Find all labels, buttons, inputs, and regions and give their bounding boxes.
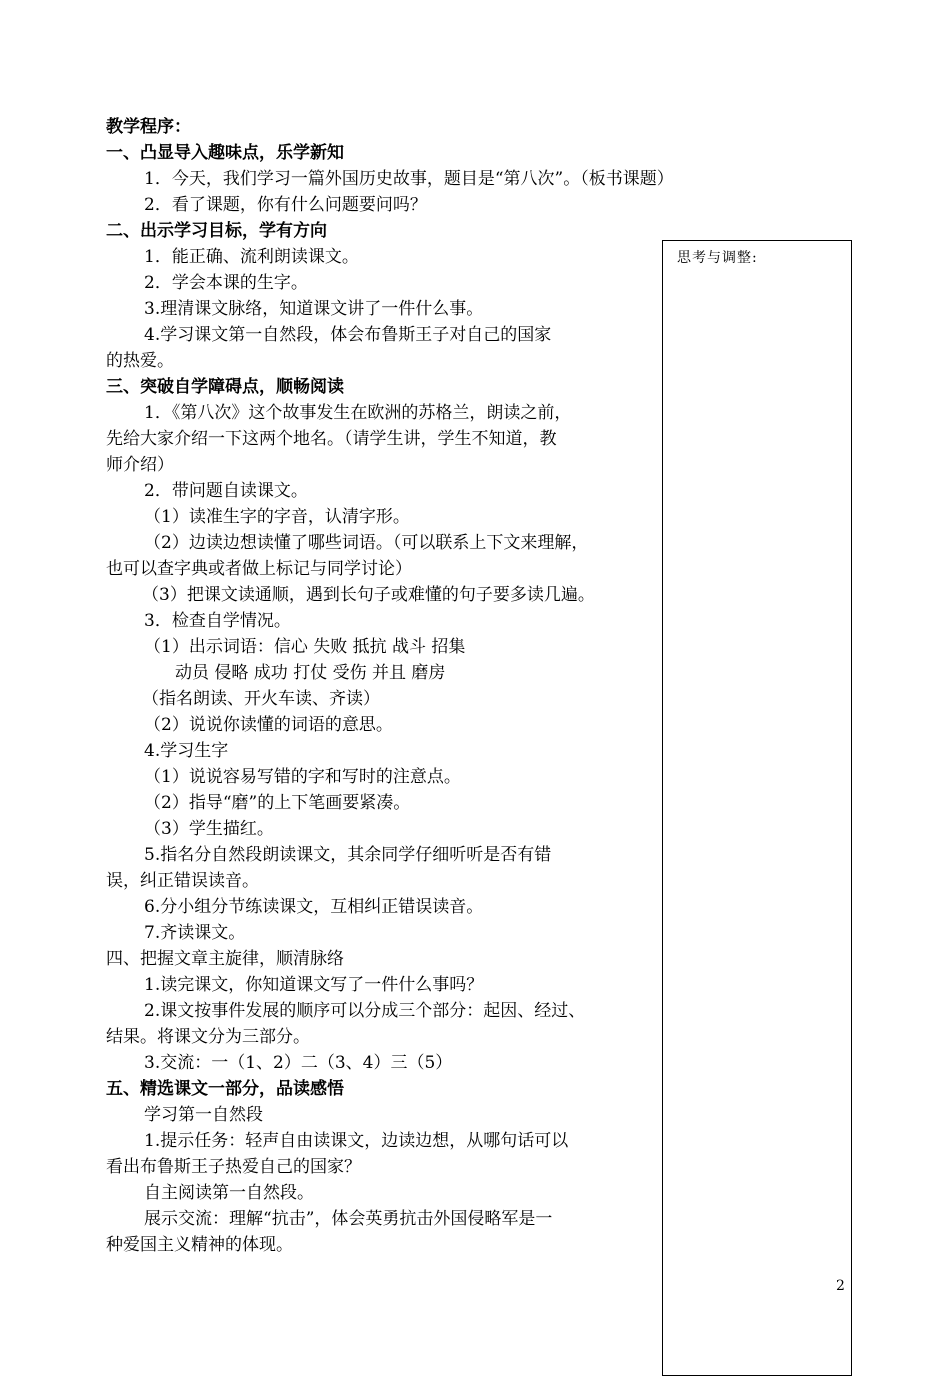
text-line: 1．《第八次》这个故事发生在欧洲的苏格兰，朗读之前，: [144, 403, 572, 423]
section-heading-2: 二、出示学习目标，学有方向: [106, 221, 327, 241]
text-line: 6.分小组分节练读课文，互相纠正错误读音。: [144, 897, 484, 917]
section-label-teaching-procedure: 教学程序：: [106, 117, 191, 137]
text-line: 先给大家介绍一下这两个地名。（请学生讲，学生不知道，教: [106, 429, 557, 449]
text-line: （3）学生描红。: [144, 819, 274, 839]
text-line: 1．今天，我们学习一篇外国历史故事，题目是“第八次”。（板书课题）: [144, 169, 674, 189]
text-line: 种爱国主义精神的体现。: [106, 1235, 293, 1255]
reflection-box: [662, 240, 852, 1376]
text-line: 师介绍）: [106, 455, 174, 475]
text-line: 3．检查自学情况。: [144, 611, 291, 631]
text-line: 看出布鲁斯王子热爱自己的国家？: [106, 1157, 361, 1177]
text-line: 自主阅读第一自然段。: [144, 1183, 314, 1203]
text-line: 5.指名分自然段朗读课文，其余同学仔细听听是否有错: [144, 845, 552, 865]
text-line: （3）把课文读通顺，遇到长句子或难懂的句子要多读几遍。: [142, 585, 595, 605]
text-line: 误，纠正错误读音。: [106, 871, 259, 891]
text-line: 也可以查字典或者做上标记与同学讨论）: [106, 559, 412, 579]
vocabulary-line-1: （1）出示词语：信心 失败 抵抗 战斗 招集: [144, 637, 466, 657]
text-line: 7.齐读课文。: [144, 923, 246, 943]
text-line: （2）指导“磨”的上下笔画要紧凑。: [144, 793, 411, 813]
reflection-box-title: 思考与调整:: [677, 250, 758, 266]
text-line: 展示交流：理解“抗击”，体会英勇抗击外国侵略军是一: [144, 1209, 553, 1229]
section-heading-3: 三、突破自学障碍点，顺畅阅读: [106, 377, 344, 397]
text-line: （1）读准生字的字音，认清字形。: [144, 507, 410, 527]
text-line: （指名朗读、开火车读、齐读）: [142, 689, 380, 709]
text-line: 3.理清课文脉络，知道课文讲了一件什么事。: [144, 299, 484, 319]
page-number: 2: [836, 1278, 845, 1294]
text-line: 1．能正确、流利朗读课文。: [144, 247, 359, 267]
section-heading-5: 五、精选课文一部分，品读感悟: [106, 1079, 344, 1099]
text-line: 1.读完课文，你知道课文写了一件什么事吗？: [144, 975, 484, 995]
text-line: 2．带问题自读课文。: [144, 481, 308, 501]
text-line: 4.学习课文第一自然段，体会布鲁斯王子对自己的国家: [144, 325, 552, 345]
text-line: 4.学习生字: [144, 741, 229, 761]
text-line: 2．看了课题，你有什么问题要问吗？: [144, 195, 427, 215]
text-line: 3.交流：一（1、2）二（3、4）三（5）: [144, 1053, 453, 1073]
text-line: （2）边读边想读懂了哪些词语。（可以联系上下文来理解，: [144, 533, 589, 553]
text-line: 的热爱。: [106, 351, 174, 371]
text-line: （2）说说你读懂的词语的意思。: [144, 715, 393, 735]
section-heading-4: 四、把握文章主旋律，顺清脉络: [106, 949, 344, 969]
vocabulary-line-2: 动员 侵略 成功 打仗 受伤 并且 磨房: [175, 663, 446, 683]
text-line: 1.提示任务：轻声自由读课文，边读边想，从哪句话可以: [144, 1131, 569, 1151]
text-line: （1）说说容易写错的字和写时的注意点。: [144, 767, 461, 787]
section-heading-1: 一、凸显导入趣味点，乐学新知: [106, 143, 344, 163]
text-line: 2．学会本课的生字。: [144, 273, 308, 293]
text-line: 学习第一自然段: [144, 1105, 263, 1125]
text-line: 2.课文按事件发展的顺序可以分成三个部分：起因、经过、: [144, 1001, 586, 1021]
text-line: 结果。将课文分为三部分。: [106, 1027, 310, 1047]
